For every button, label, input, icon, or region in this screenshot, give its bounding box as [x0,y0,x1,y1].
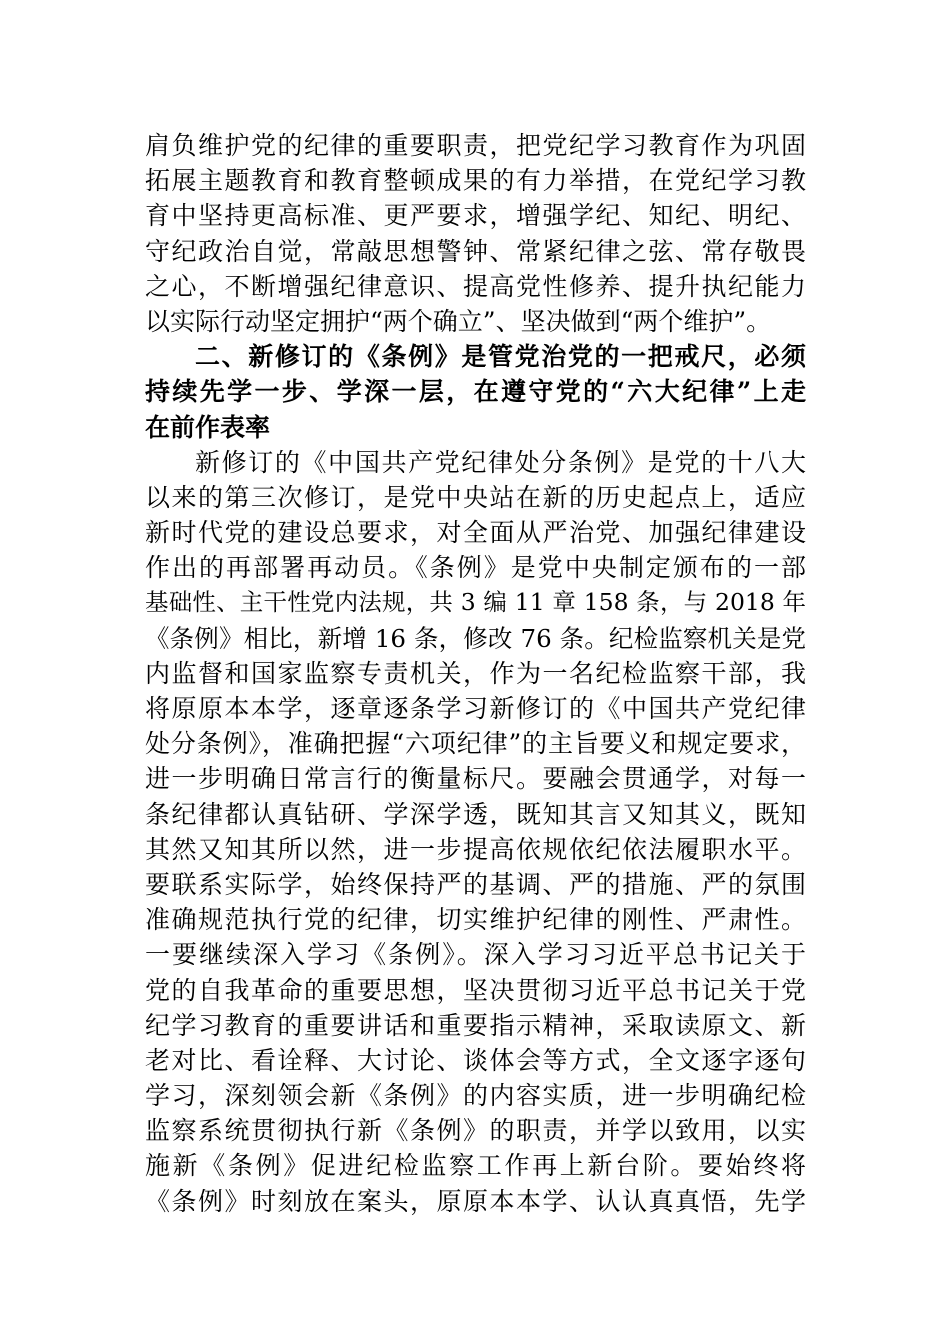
body-text-line: 基础性、主干性党内法规，共 3 编 11 章 158 条，与 2018 年 [145,588,806,617]
body-text-line: 肩负维护党的纪律的重要职责，把党纪学习教育作为巩固 [145,131,806,160]
body-text-line: 作出的再部署再动员。《条例》是党中央制定颁布的一部 [145,553,806,583]
body-text-line: 党的自我革命的重要思想，坚决贯彻习近平总书记关于党 [145,975,806,1005]
body-text-line: 以来的第三次修订，是党中央站在新的历史起点上，适应 [145,482,806,512]
body-text-line: 《条例》时刻放在案头，原原本本学、认认真真悟，先学 [145,1186,806,1216]
body-text-line: 要联系实际学，始终保持严的基调、严的措施、严的氛围 [145,869,806,899]
body-text-line: 学习，深刻领会新《条例》的内容实质，进一步明确纪检 [145,1081,806,1111]
body-text-line: 处分条例》，准确把握“六项纪律”的主旨要义和规定要求， [145,729,806,759]
body-text-line: 条纪律都认真钻研、学深学透，既知其言又知其义，既知 [145,799,806,829]
body-text-line: 育中坚持更高标准、更严要求，增强学纪、知纪、明纪、 [145,201,806,231]
body-text-line: 老对比、看诠释、大讨论、谈体会等方式，全文逐字逐句 [145,1045,806,1075]
body-text-line: 以实际行动坚定拥护“两个确立”、坚决做到“两个维护”。 [145,306,772,336]
body-text-line: 守纪政治自觉，常敲思想警钟、常紧纪律之弦、常存敬畏 [145,236,806,266]
body-text-line: 将原原本本学，逐章逐条学习新修订的《中国共产党纪律 [145,694,806,723]
section-heading-line: 持续先学一步、学深一层，在遵守党的“六大纪律”上走 [145,377,806,407]
body-text-line: 拓展主题教育和教育整顿成果的有力举措，在党纪学习教 [145,166,806,196]
body-text-line: 内监督和国家监察专责机关，作为一名纪检监察干部，我 [145,658,806,688]
body-text-line: 新修订的《中国共产党纪律处分条例》是党的十八大 [195,447,806,477]
section-heading-line: 在前作表率 [145,412,271,442]
body-text-line: 准确规范执行党的纪律，切实维护纪律的刚性、严肃性。 [145,905,806,935]
section-heading-line: 二、新修订的《条例》是管党治党的一把戒尺，必须 [195,342,806,372]
body-text-line: 纪学习教育的重要讲话和重要指示精神，采取读原文、新 [145,1010,806,1040]
body-text-line: 一要继续深入学习《条例》。深入学习习近平总书记关于 [145,940,806,970]
body-text-line: 施新《条例》促进纪检监察工作再上新台阶。要始终将 [145,1151,806,1181]
body-text-line: 监察系统贯彻执行新《条例》的职责，并学以致用，以实 [145,1116,806,1146]
body-text-line: 《条例》相比，新增 16 条，修改 76 条。纪检监察机关是党 [145,623,806,653]
body-text-line: 进一步明确日常言行的衡量标尺。要融会贯通学，对每一 [145,764,806,794]
body-text-line: 之心，不断增强纪律意识、提高党性修养、提升执纪能力 [145,271,806,301]
document-page [145,128,806,1219]
body-text-line: 新时代党的建设总要求，对全面从严治党、加强纪律建设 [145,518,806,548]
body-text-line: 其然又知其所以然，进一步提高依规依纪依法履职水平。 [145,834,806,864]
